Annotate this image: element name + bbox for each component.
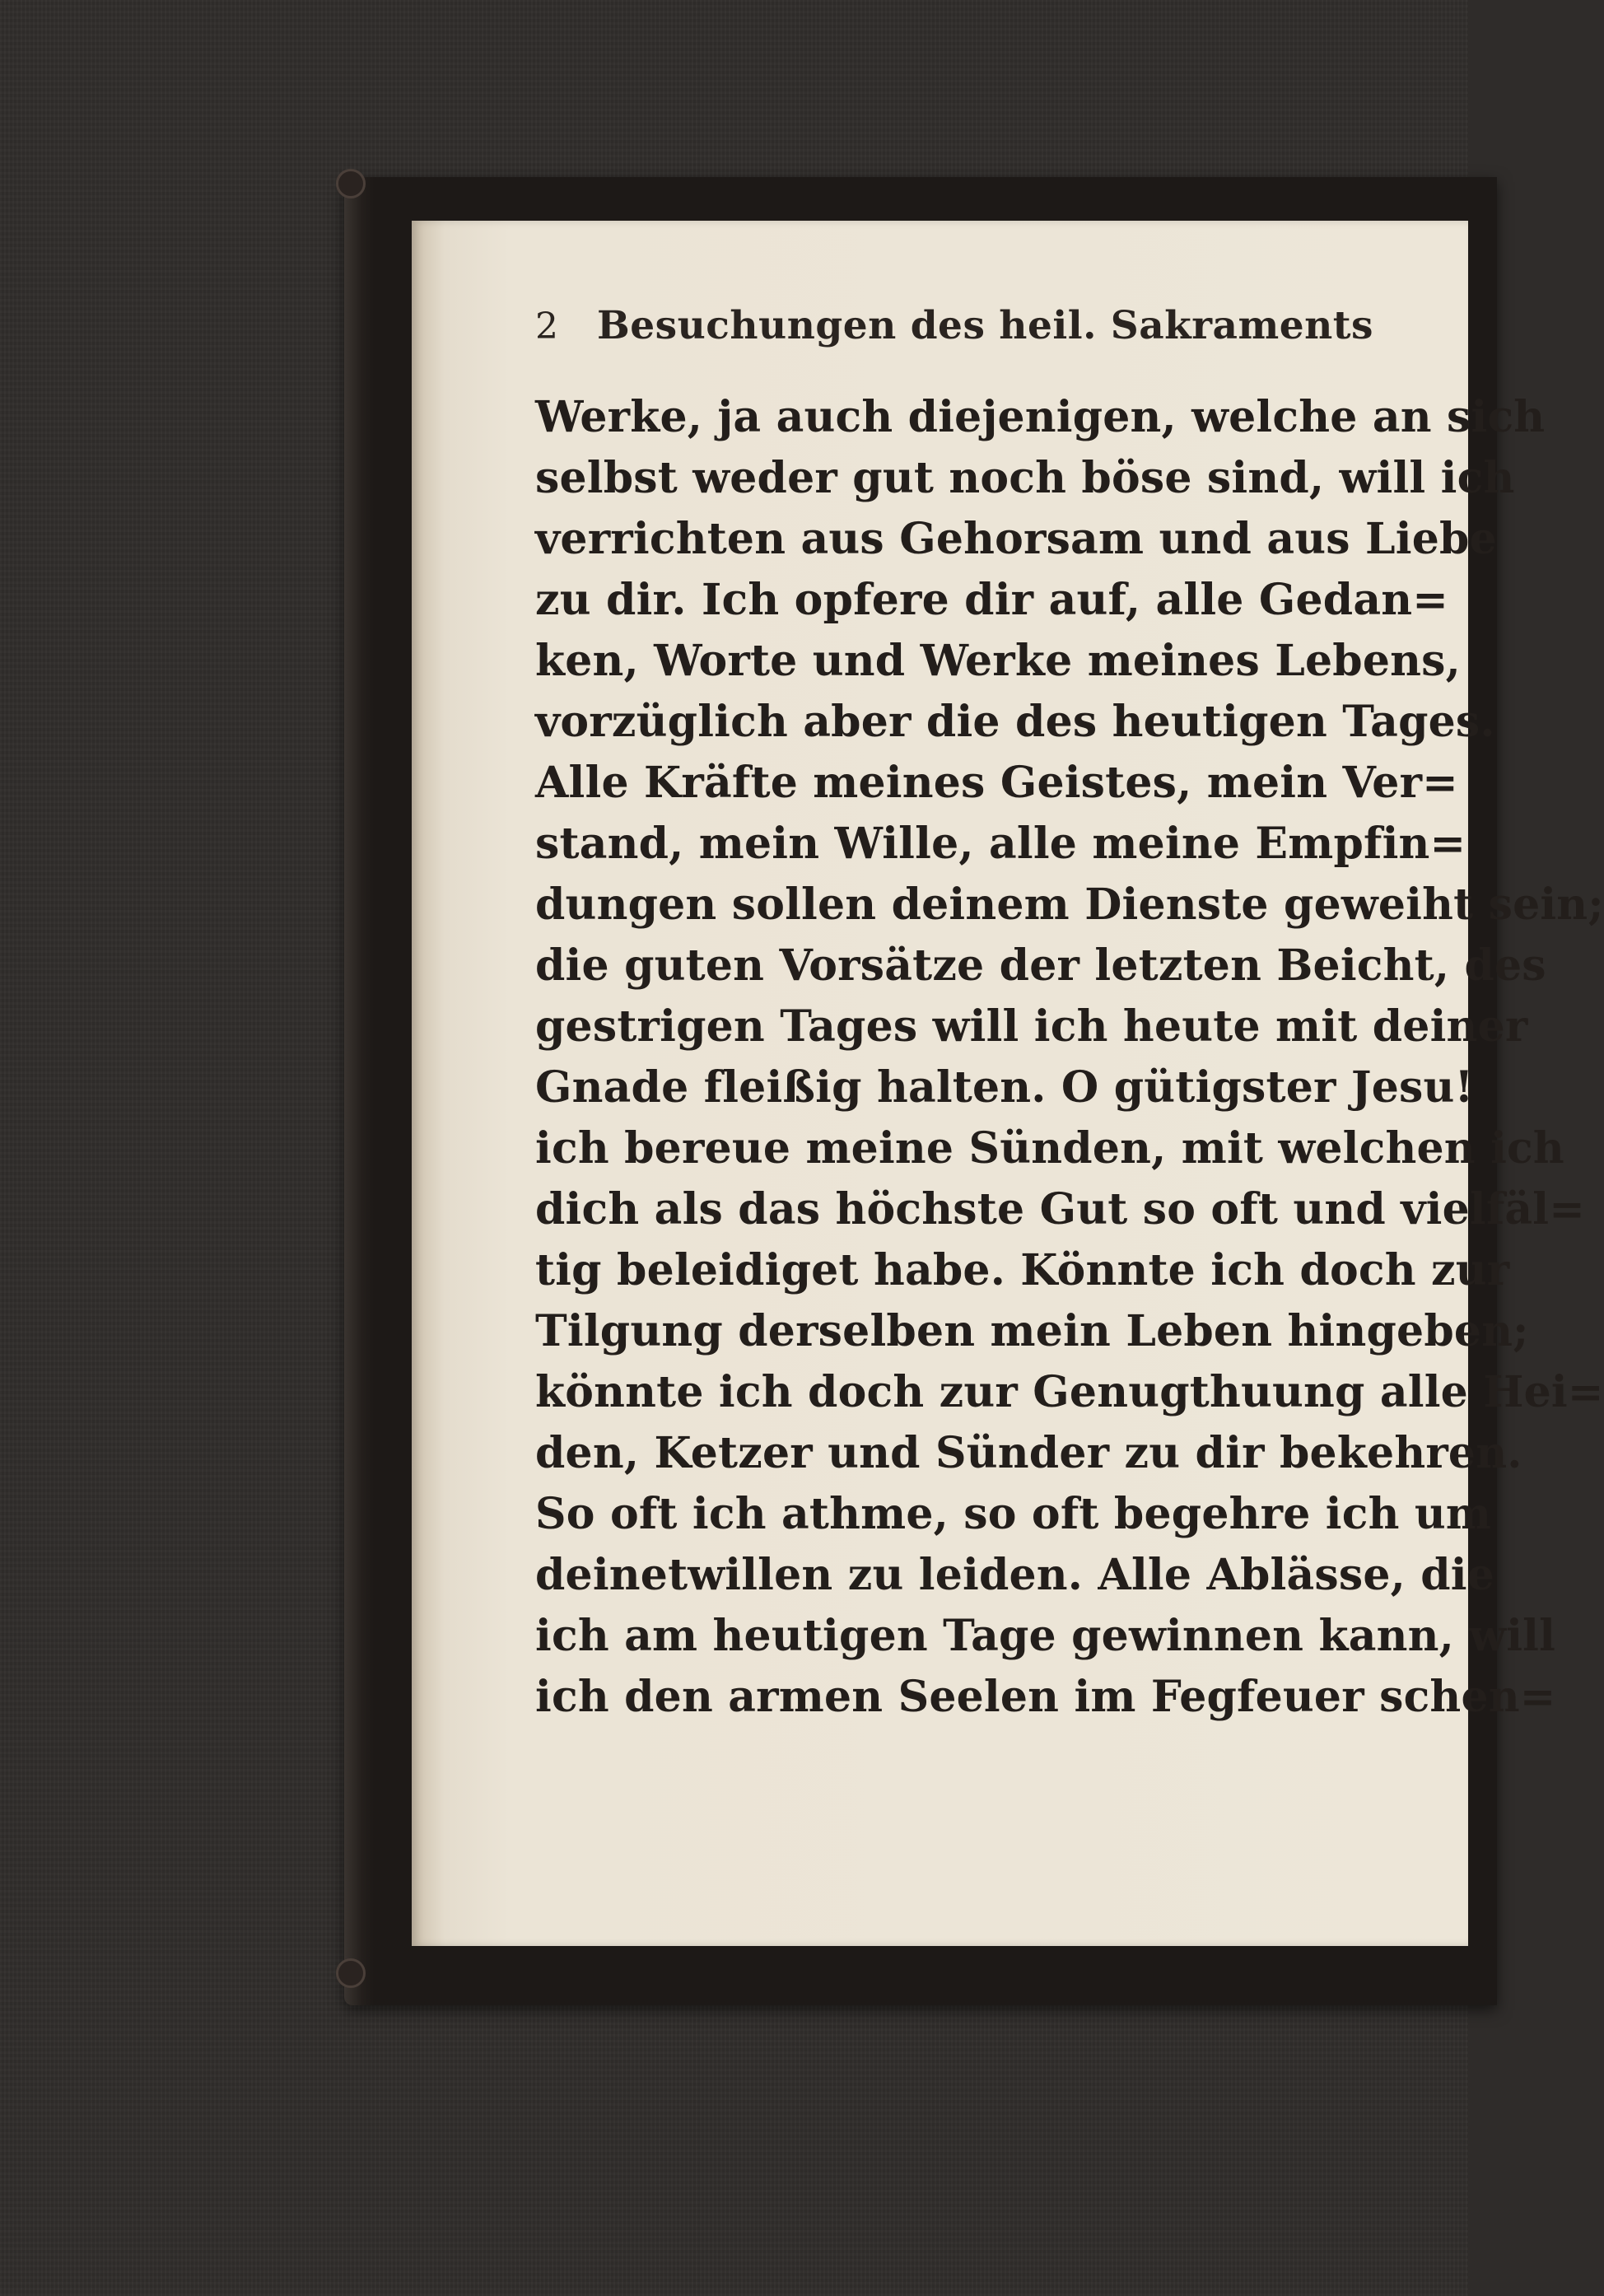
page-header [535,303,1433,377]
text-line: zu dir. Ich opfere dir auf, alle Gedan= [535,575,1449,625]
text-line: könnte ich doch zur Genugthuung alle Hei= [535,1367,1604,1417]
text-line: stand, mein Wille, alle meine Empfin= [535,819,1466,869]
book-spine-edge [344,177,374,2005]
cover-corner-tie-top [336,169,366,198]
body-text [535,387,1604,1728]
text-line: vorzüglich aber die des heutigen Tages. [535,697,1495,747]
text-line: die guten Vorsätze der letzten Beicht, des [535,940,1546,991]
text-line: Werke, ja auch diejenigen, welche an sich [535,392,1546,442]
text-line: ich am heutigen Tage gewinnen kann, will [535,1611,1556,1661]
text-line: So oft ich athme, so oft begehre ich um [535,1489,1492,1539]
text-line: ich den armen Seelen im Fegfeuer schen= [535,1672,1556,1722]
text-line: dungen sollen deinem Dienste geweiht sein; [535,880,1604,930]
text-line: selbst weder gut noch böse sind, will ich [535,453,1515,503]
text-line: ken, Worte und Werke meines Lebens, [535,636,1461,686]
page-number: 2 [535,306,558,348]
text-line: verrichten aus Gehorsam und aus Liebe [535,514,1497,564]
text-line: gestrigen Tages will ich heute mit deiner [535,1001,1528,1052]
page-text-block [535,303,1604,1728]
text-line: den, Ketzer und Sünder zu dir bekehren. [535,1428,1522,1478]
text-line: Tilgung derselben mein Leben hingeben; [535,1306,1529,1356]
text-line: Alle Kräfte meines Geistes, mein Ver= [535,758,1458,808]
book-page [412,221,1604,1946]
text-line: dich als das höchste Gut so oft und vielfäl= [535,1184,1586,1234]
text-line: deinetwillen zu leiden. Alle Ablässe, die [535,1550,1495,1600]
text-line: ich bereue meine Sünden, mit welchen ich [535,1123,1564,1174]
text-line: Gnade fleißig halten. O gütigster Jesu! [535,1062,1474,1113]
running-title: Besuchungen des heil. Sakraments [597,303,1373,348]
cover-corner-tie-bottom [336,1958,366,1988]
text-line: tig beleidiget habe. Könnte ich doch zur [535,1245,1510,1295]
